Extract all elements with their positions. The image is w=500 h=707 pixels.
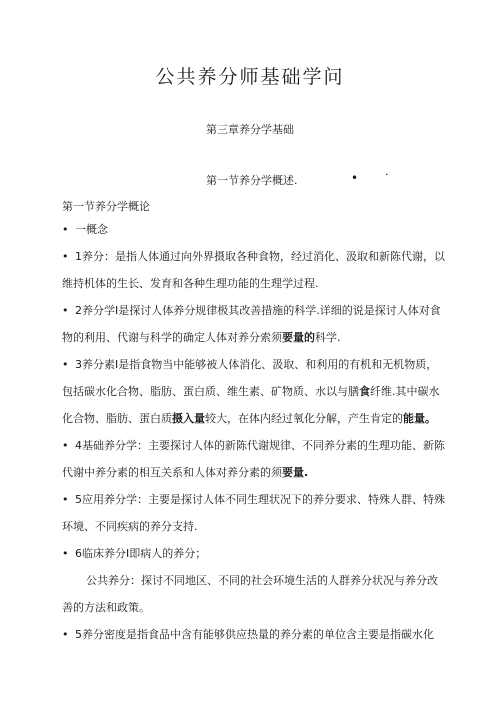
bullet-icon: •: [62, 628, 69, 641]
paragraph-text: 科学.: [315, 331, 341, 344]
bullet-icon: •: [62, 547, 69, 560]
stray-dot-mark: •: [351, 171, 359, 185]
bullet-icon: •: [62, 493, 69, 506]
bold-text: 能量。: [403, 412, 436, 425]
document-title: 公共养分师基础学问: [155, 66, 345, 88]
bullet-paragraph: [62, 216, 446, 243]
subsection-heading: 第一节养分学概论: [62, 200, 150, 213]
paragraph-text: 3养分素I是指食物当中能够被人体消化、汲取、和利用的有机和无机物质，包括碳水化合物、脂肪、蛋白质、维生素、矿物质、水以与膳: [62, 358, 438, 398]
chapter-heading: 第三章养分学基础: [206, 123, 294, 136]
section-heading: 第一节养分学概述.: [206, 174, 298, 187]
paragraph-text: 一概念: [75, 223, 108, 236]
bold-text: 要量.: [282, 466, 309, 479]
indented-paragraph: [62, 567, 446, 621]
bold-text: 摄入量: [172, 412, 205, 425]
paragraph-text: 2养分学I是探讨人体养分规律极其改善措施的科学.详细的说是探讨人体对食物的利用、代谢与科学的确定人体对养分索须: [62, 304, 441, 344]
paragraph-text: 5应用养分学：主要是探讨人体不同生理状况下的养分要求、特殊人群、特殊环境、不同疾病的养分支持.: [62, 493, 445, 533]
paragraph-text: 公共养分：探讨不同地区、不同的社会环境生活的人群养分状况与养分改善的方法和政策。: [62, 574, 438, 614]
paragraph-text: 5养分密度是指食品中含有能够供应热量的养分素的单位含主要是指碳水化: [75, 628, 434, 641]
paragraph-text: 纤维.其中碳水化合物、脂肪、蛋白质: [62, 385, 440, 425]
bold-text: 食: [359, 385, 370, 398]
bullet-paragraph: [62, 243, 446, 297]
bullet-icon: •: [62, 439, 69, 452]
bullet-icon: •: [62, 304, 69, 317]
stray-dot-mark: ·: [385, 168, 389, 181]
paragraph-text: 4基础养分学：主要探讨人体的新陈代谢规律、不同养分素的生理功能、新陈代谢中养分素的相互关系和人体对养分素的须: [62, 439, 445, 479]
paragraph-text: 6临床养分I即病人的养分；: [75, 547, 207, 560]
bullet-icon: •: [62, 223, 69, 236]
bullet-paragraph: [62, 432, 446, 486]
bullet-paragraph: [62, 351, 446, 432]
paragraph-text: 1养分：是指人体通过向外界摄取各种食物，经过消化、汲取和新陈代谢，以维持机体的生长、发育和各种生理功能的生理学过程.: [62, 250, 445, 290]
paragraph-text: 较大，在体内经过氧化分解，产生肯定的: [205, 412, 403, 425]
bullet-paragraph: [62, 540, 446, 567]
bullet-paragraph: [62, 621, 446, 648]
bold-text: 要量的: [282, 331, 315, 344]
bullet-paragraph: [62, 297, 446, 351]
bullet-paragraph: [62, 486, 446, 540]
bullet-icon: •: [62, 250, 69, 263]
bullet-icon: •: [62, 358, 69, 371]
